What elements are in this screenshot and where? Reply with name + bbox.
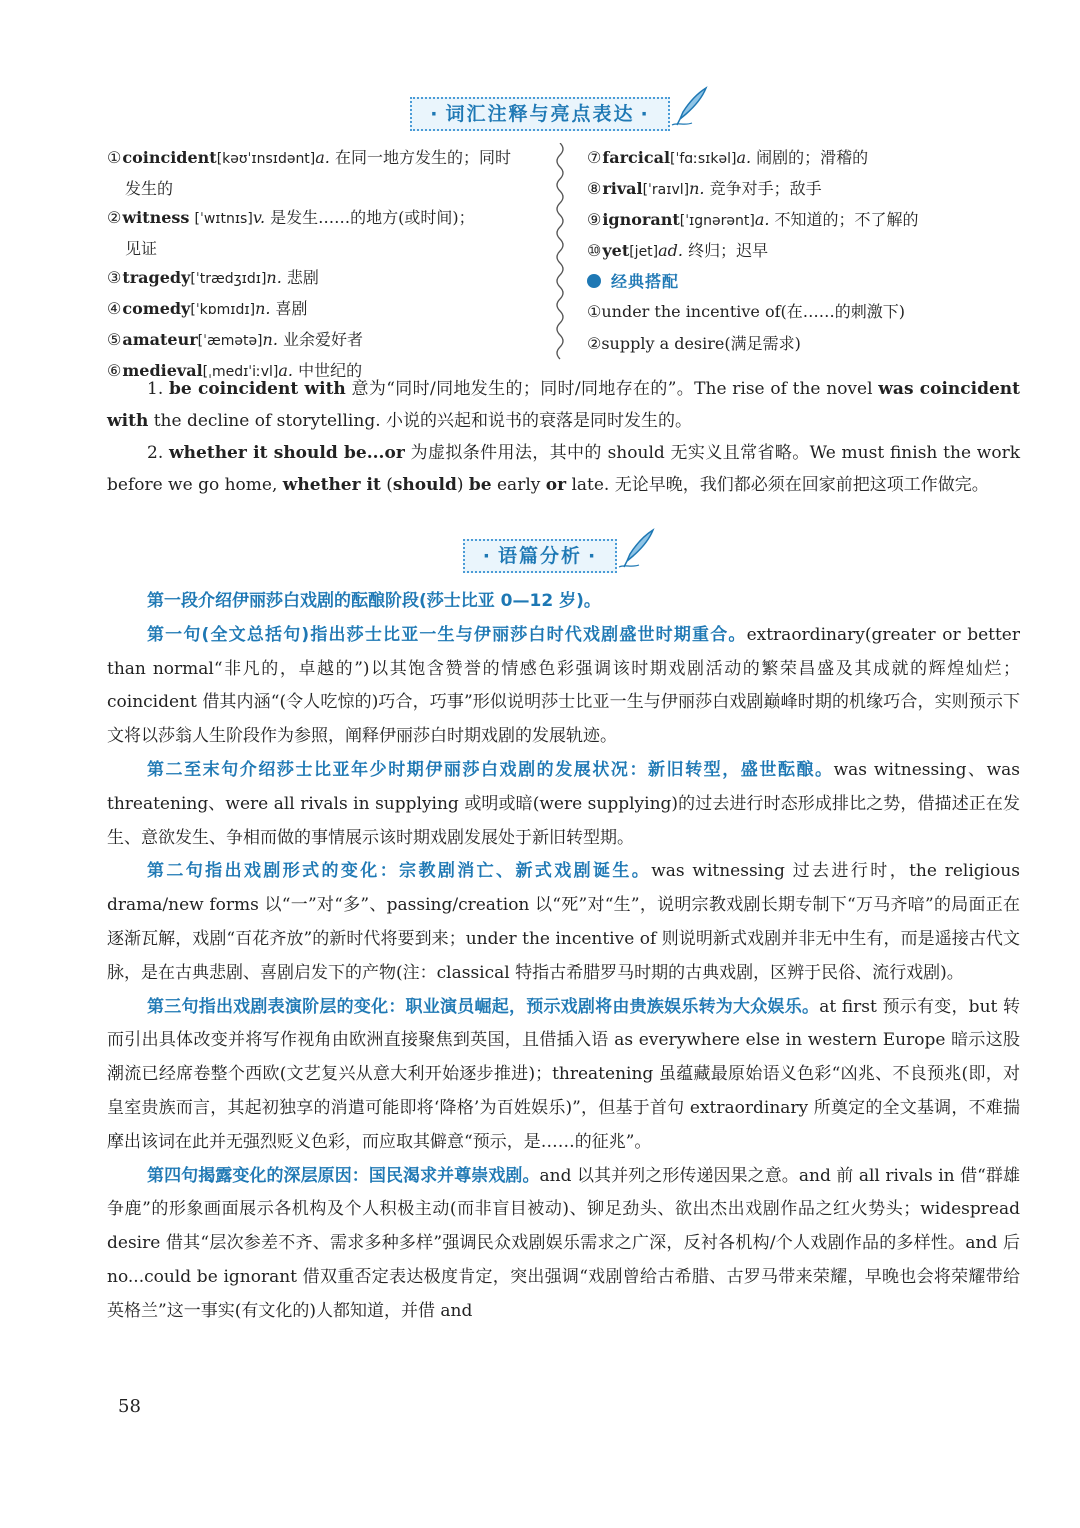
- analysis-para-1: 第一句(全文总括句)指出莎士比亚一生与伊丽莎白时代戏剧盛世时期重合。extraordinary(greater or better than normal“非凡的，卓越的”)以其饱含赞誉的情感色彩强调该时期戏剧活动的繁荣昌盛及其成就的辉煌灿烂；coincident 借其内涵“(令人吃惊的)巧合，巧事”形似说明莎士比亚一生与伊丽莎白戏剧巅峰时期的机缘巧合，实则预示下文将以莎翁人生阶段作为参照，阐释伊丽莎白时期戏剧的发展轨迹。: [107, 624, 1020, 747]
- vocab-entry-yet: ⑩yet[jet]ad. 终归；迟早: [587, 241, 769, 260]
- bullet-icon: [587, 274, 601, 288]
- vocab-entry-witness-cont: 见证: [125, 239, 158, 258]
- collocation-item: ①under the incentive of(在……的刺激下): [587, 302, 906, 321]
- vocab-entry-ignorant: ⑨ignorant[ˈɪgnərənt]a. 不知道的；不了解的: [587, 210, 919, 229]
- vocab-header-box: · 词汇注释与亮点表达 ·: [410, 97, 669, 131]
- column-divider: [548, 143, 572, 368]
- vocab-list-right: [587, 143, 1017, 360]
- note-2: 2. whether it should be...or 为虚拟条件用法，其中的 should 无实义且常省略。We must finish the work before we go home, whether it (should) be early or late. 无论早晚，我们都必须在回家前把这项工作做完。: [107, 443, 1021, 495]
- note-1: 1. be coincident with 意为“同时/同地发生的；同时/同地存在的”。The rise of the novel was coincident with the decline of storytelling. 小说的兴起和说书的衰落是同时发生的。: [107, 379, 1021, 431]
- analysis-header-box: · 语篇分析 ·: [463, 539, 617, 573]
- vocab-list-left: [107, 143, 543, 387]
- vocab-header-title: 词汇注释与亮点表达: [445, 103, 635, 125]
- vocab-entry-medieval: ⑥medieval[ˌmedɪˈiːvl]a. 中世纪的: [107, 361, 363, 380]
- page-number: 58: [118, 1396, 141, 1417]
- analysis-para-5: 第四句揭露变化的深层原因：国民渴求并尊崇戏剧。and 以其并列之形传递因果之意。and 前 all rivals in 借“群雄争鹿”的形象画面展示各机构及个人积极主动(而非盲目被动)、铆足劲头、欲出杰出戏剧作品之红火势头；widespread desire 借其“层次参差不齐、需求多种多样”强调民众戏剧娱乐需求之广深，反衬各机构/个人戏剧作品的多样性。and 后 no...could be ignorant 借双重否定表达极度肯定，突出强调“戏剧曾给古希腊、古罗马带来荣耀，早晚也会将荣耀带给英格兰”这一事实(有文化的)人都知道，并借 and: [107, 1165, 1020, 1321]
- vocab-entry-farcical: ⑦farcical[ˈfɑːsɪkəl]a. 闹剧的；滑稽的: [587, 148, 869, 167]
- analysis-para-3: 第二句指出戏剧形式的变化：宗教剧消亡、新式戏剧诞生。was witnessing 过去进行时，the religious drama/new forms 以“一”对“多”、passing/creation 以“死”对“生”，说明宗教戏剧长期专制下“万马齐喑”的局面正在逐渐瓦解，戏剧“百花齐放”的新时代将要到来；under the incentive of 则说明新式戏剧并非无中生有，而是遥接古代文脉，是在古典悲剧、喜剧启发下的产物(注：classical 特指古希腊罗马时期的古典戏剧，区辨于民俗、流行戏剧)。: [107, 861, 1021, 983]
- vocab-entry-tragedy: ③tragedy[ˈtrædʒɪdɪ]n. 悲剧: [107, 268, 319, 287]
- analysis-para-0: 第一段介绍伊丽莎白戏剧的酝酿阶段(莎士比亚 0—12 岁)。: [147, 591, 601, 611]
- vocab-entry-comedy: ④comedy[ˈkɒmɪdɪ]n. 喜剧: [107, 299, 308, 318]
- vocab-entry-amateur: ⑤amateur[ˈæmətə]n. 业余爱好者: [107, 330, 364, 349]
- vocab-entry-coincident: ①coincident[kəʊˈɪnsɪdənt]a. 在同一地方发生的；同时: [107, 148, 511, 167]
- analysis-para-2: 第二至末句介绍莎士比亚年少时期伊丽莎白戏剧的发展状况：新旧转型，盛世酝酿。was witnessing、was threatening、were all rivals in supplying 或明或暗(were supplying)的过去进行时态形成排比之势，借描述正在发生、意欲发生、争相而做的事情展示该时期戏剧发展处于新旧转型期。: [107, 759, 1020, 848]
- quill-pen-icon: [615, 527, 659, 571]
- analysis-para-4: 第三句指出戏剧表演阶层的变化：职业演员崛起，预示戏剧将由贵族娱乐转为大众娱乐。at first 预示有变，but 转而引出具体改变并将写作视角由欧洲直接聚焦到英国，且借插入语 as everywhere else in western Europe 暗示这股潮流已经席卷整个西欧(文艺复兴从意大利开始逐步推进)；threatening 虽蕴藏最原始语义色彩“凶兆、不良预兆(即，对皇室贵族而言，其起初独享的消遣可能即将‘降格’为百姓娱乐)”，但基于首句 extraordinary 所奠定的全文基调，不难揣摩出该词在此并无强烈贬义色彩，而应取其僻意“预示，是……的征兆”。: [107, 996, 1020, 1152]
- collocation-item: ②supply a desire(满足需求): [587, 334, 801, 353]
- vocab-entry-coincident-cont: 发生的: [125, 179, 174, 198]
- vocab-entry-witness: ②witness [ˈwɪtnɪs]v. 是发生……的地方(或时间)；: [107, 208, 475, 227]
- vocab-entry-rival: ⑧rival[ˈraɪvl]n. 竞争对手；敌手: [587, 179, 822, 198]
- vocab-section-header: [0, 94, 1080, 134]
- quill-pen-icon: [668, 85, 712, 129]
- collocation-heading: 经典搭配: [587, 267, 1017, 296]
- analysis-body: [107, 585, 1020, 1329]
- analysis-header-title: 语篇分析: [497, 545, 582, 567]
- analysis-section-header: [0, 536, 1080, 576]
